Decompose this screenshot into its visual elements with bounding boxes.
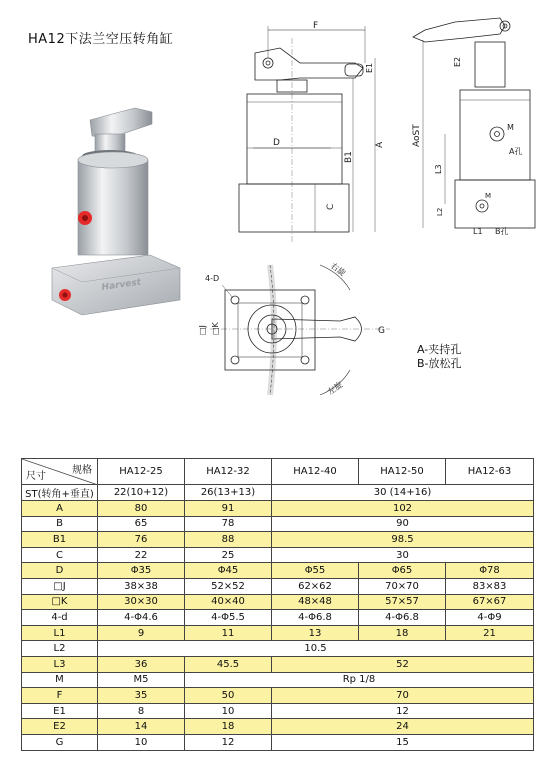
- row-label: □J: [22, 578, 98, 594]
- row-label: G: [22, 734, 98, 750]
- table-corner: [22, 459, 98, 485]
- dim-K: □K: [211, 322, 220, 335]
- table-cell: 4-Φ4.6: [98, 610, 185, 626]
- table-cell: 83×83: [446, 578, 534, 594]
- dim-L3: L3: [434, 164, 443, 174]
- table-cell: 13: [272, 625, 359, 641]
- table-cell: 10: [185, 703, 272, 719]
- dim-AoST: AoST: [412, 124, 422, 147]
- table-cell: Φ55: [272, 563, 359, 579]
- table-cell: Φ35: [98, 563, 185, 579]
- table-row: [22, 594, 534, 610]
- table-cell: 52: [272, 656, 534, 672]
- table-cell: Φ45: [185, 563, 272, 579]
- dim-L1: L1: [473, 227, 483, 236]
- table-row: [22, 656, 534, 672]
- dim-B1: B1: [344, 151, 354, 163]
- table-cell: 70: [272, 688, 534, 704]
- dim-C: C: [326, 203, 336, 210]
- row-label: E1: [22, 703, 98, 719]
- table-cell: 10.5: [98, 641, 534, 657]
- table-cell: 8: [98, 703, 185, 719]
- port-M: M: [507, 123, 514, 132]
- table-cell: 11: [185, 625, 272, 641]
- spec-table-body: [22, 485, 534, 751]
- table-cell: 48×48: [272, 594, 359, 610]
- table-cell: 18: [359, 625, 446, 641]
- table-cell: 18: [185, 719, 272, 735]
- dim-A: A: [375, 141, 385, 148]
- table-cell: 88: [185, 532, 272, 548]
- dim-G: G: [378, 326, 385, 336]
- table-cell: 4-Φ5.5: [185, 610, 272, 626]
- model-header: HA12-40: [272, 459, 359, 485]
- table-row: [22, 532, 534, 548]
- table-cell: 4-Φ6.8: [359, 610, 446, 626]
- legend-b: B-放松孔: [417, 357, 462, 370]
- row-label: E2: [22, 719, 98, 735]
- table-cell: 38×38: [98, 578, 185, 594]
- row-label: C: [22, 547, 98, 563]
- table-cell: 45.5: [185, 656, 272, 672]
- row-label: L1: [22, 625, 98, 641]
- table-cell: 26(13+13): [185, 485, 272, 501]
- table-row: [22, 688, 534, 704]
- table-cell: 102: [272, 501, 534, 517]
- row-label: L3: [22, 656, 98, 672]
- table-cell: 9: [98, 625, 185, 641]
- table-cell: 40×40: [185, 594, 272, 610]
- front-view-drawing: [225, 18, 390, 248]
- table-row: [22, 672, 534, 688]
- table-cell: Φ65: [359, 563, 446, 579]
- table-cell: 62×62: [272, 578, 359, 594]
- table-row: [22, 703, 534, 719]
- table-cell: Rp 1/8: [185, 672, 534, 688]
- dim-E1: E1: [365, 62, 374, 73]
- model-header: HA12-50: [359, 459, 446, 485]
- dim-L2: L2: [436, 207, 444, 216]
- table-cell: 65: [98, 516, 185, 532]
- model-header: HA12-32: [185, 459, 272, 485]
- table-cell: 12: [185, 734, 272, 750]
- table-cell: 76: [98, 532, 185, 548]
- table-cell: 91: [185, 501, 272, 517]
- corner-spec: 规格: [72, 465, 92, 476]
- table-cell: 25: [185, 547, 272, 563]
- table-cell: 52×52: [185, 578, 272, 594]
- brand-mark: Harvest: [101, 277, 142, 293]
- table-cell: Φ78: [446, 563, 534, 579]
- dim-4-D: 4-D: [205, 274, 220, 283]
- table-row: [22, 547, 534, 563]
- table-row: [22, 578, 534, 594]
- table-cell: 12: [272, 703, 534, 719]
- row-label: B1: [22, 532, 98, 548]
- row-label: A: [22, 501, 98, 517]
- table-cell: 78: [185, 516, 272, 532]
- port-A-hole: A孔: [509, 147, 523, 156]
- dim-E2: E2: [453, 56, 462, 67]
- model-header: HA12-25: [98, 459, 185, 485]
- model-header: HA12-63: [446, 459, 534, 485]
- table-cell: 70×70: [359, 578, 446, 594]
- table-cell: 22: [98, 547, 185, 563]
- row-label: ST(转角+垂直): [22, 485, 98, 501]
- port-legend: [417, 343, 462, 371]
- table-row: [22, 610, 534, 626]
- table-cell: 36: [98, 656, 185, 672]
- table-row: [22, 734, 534, 750]
- table-cell: 30×30: [98, 594, 185, 610]
- row-label: L2: [22, 641, 98, 657]
- row-label: M: [22, 672, 98, 688]
- dim-D: D: [273, 138, 280, 148]
- label-left-turn: 左旋: [325, 380, 345, 397]
- table-cell: 22(10+12): [98, 485, 185, 501]
- spec-table: [21, 458, 534, 751]
- table-row: [22, 516, 534, 532]
- table-cell: 50: [185, 688, 272, 704]
- table-cell: 90: [272, 516, 534, 532]
- table-cell: 30: [272, 547, 534, 563]
- port-B-hole: B孔: [495, 227, 509, 236]
- table-row: [22, 485, 534, 501]
- side-view-drawing: [405, 12, 545, 252]
- table-cell: 14: [98, 719, 185, 735]
- row-label: D: [22, 563, 98, 579]
- table-cell: 98.5: [272, 532, 534, 548]
- table-row: [22, 641, 534, 657]
- table-row: [22, 563, 534, 579]
- table-cell: 67×67: [446, 594, 534, 610]
- product-photo: [40, 90, 190, 320]
- label-right-turn: 右旋: [328, 261, 348, 278]
- table-cell: 24: [272, 719, 534, 735]
- row-label: 4-d: [22, 610, 98, 626]
- table-cell: 57×57: [359, 594, 446, 610]
- table-row: [22, 719, 534, 735]
- table-cell: 30 (14+16): [272, 485, 534, 501]
- row-label: □K: [22, 594, 98, 610]
- table-cell: 10: [98, 734, 185, 750]
- port-M2: M: [485, 192, 492, 200]
- table-row: [22, 625, 534, 641]
- legend-a: A-夹持孔: [417, 343, 462, 356]
- table-cell: 35: [98, 688, 185, 704]
- table-header-row: [22, 459, 534, 485]
- table-cell: 15: [272, 734, 534, 750]
- dim-F: F: [313, 21, 319, 31]
- table-cell: 21: [446, 625, 534, 641]
- table-cell: 4-Φ6.8: [272, 610, 359, 626]
- row-label: F: [22, 688, 98, 704]
- row-label: B: [22, 516, 98, 532]
- table-row: [22, 501, 534, 517]
- table-cell: 4-Φ9: [446, 610, 534, 626]
- corner-dim: 尺寸: [26, 471, 46, 482]
- page-title: HA12下法兰空压转角缸: [28, 32, 174, 47]
- dim-J: □J: [198, 325, 207, 335]
- top-view-drawing: [190, 245, 415, 420]
- table-cell: M5: [98, 672, 185, 688]
- table-cell: 80: [98, 501, 185, 517]
